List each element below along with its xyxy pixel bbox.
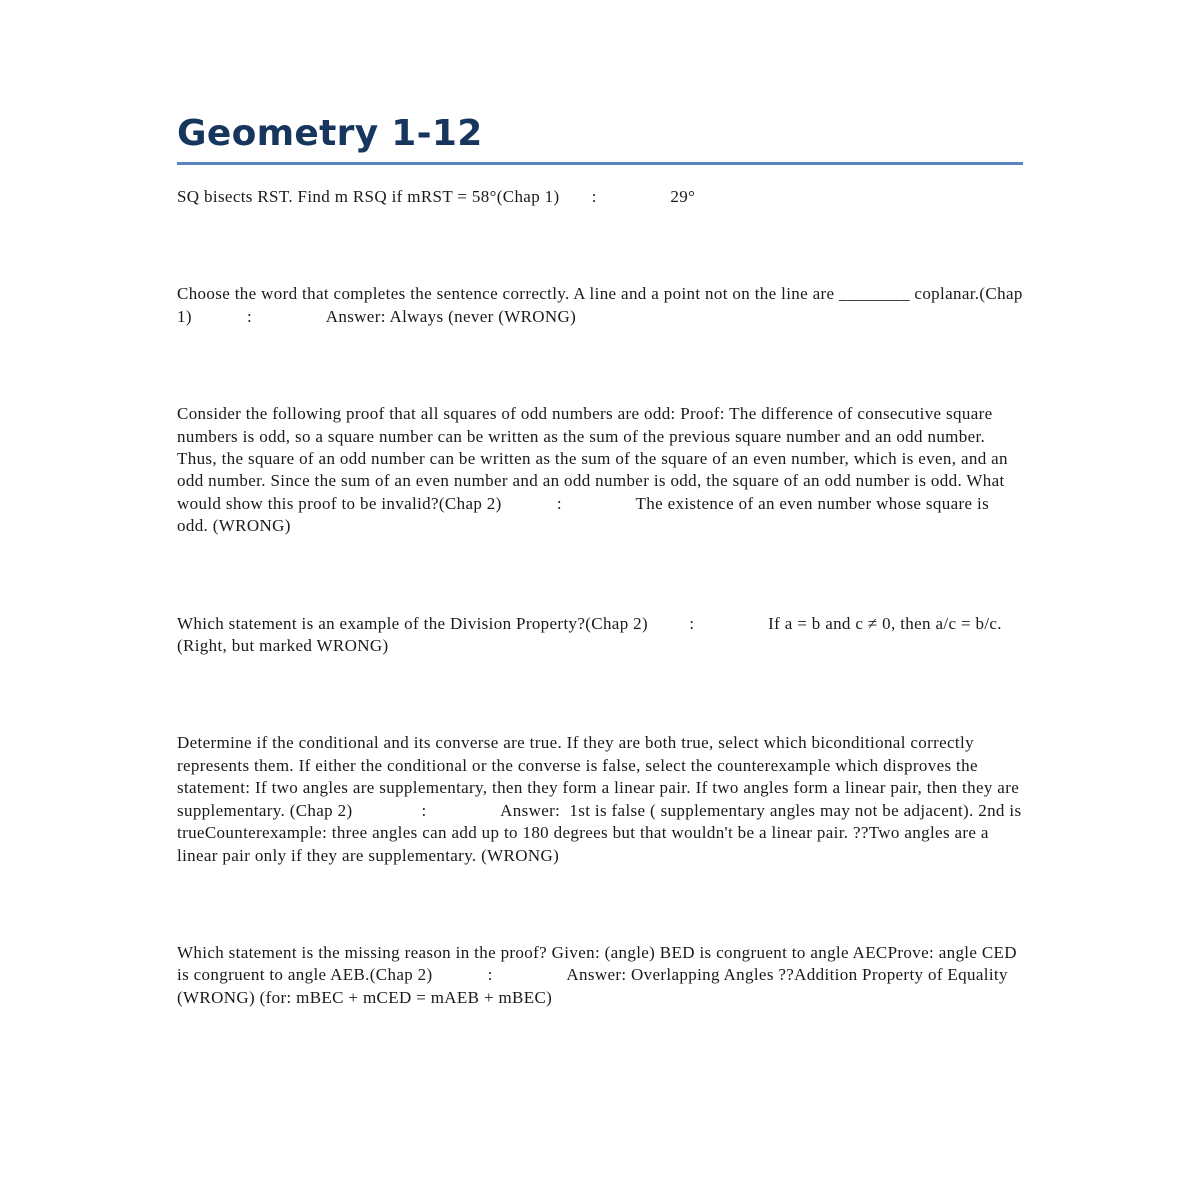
question-6: Which statement is the missing reason in the proof? Given: (angle) BED is congruent to angle AECProve: angle CED is congruent to angle AEB.(Chap 2) : Answer: Overlapping Angles ??Addition Property of Equality (WRONG) (for: mBEC + mCED = mAEB + mBEC) bbox=[177, 942, 1022, 1007]
document-title: Geometry 1-12 bbox=[177, 113, 483, 154]
document-page bbox=[177, 108, 1028, 1009]
question-4: Which statement is an example of the Division Property?(Chap 2) : If a = b and c ≠ 0, then a/c = b/c. (Right, but marked WRONG) bbox=[177, 613, 1007, 656]
question-3: Consider the following proof that all squares of odd numbers are odd: Proof: The difference of consecutive square numbers is odd, so a square number can be written as the sum of the previous square number and an odd number. Thus, the square of an odd number can be written as the sum of the square of an even number, which is even, and an odd number. Since the sum of an even number and an odd number is odd, the square of an odd number is odd. What would show this proof to be invalid?(Chap 2) : The existence of an even number whose square is odd. (WRONG) bbox=[177, 404, 1013, 536]
title-underline bbox=[177, 162, 1023, 165]
question-1: SQ bisects RST. Find m RSQ if mRST = 58°(Chap 1) : 29° bbox=[177, 187, 696, 206]
question-5: Determine if the conditional and its converse are true. If they are both true, select which biconditional correctly represents them. If either the conditional or the converse is false, select the counterexample which disproves the statement: If two angles are supplementary, then they form a linear pair. If two angles form a linear pair, then they are supplementary. (Chap 2) : Answer: 1st is false ( supplementary angles may not be adjacent). 2nd is trueCounterexample: three angles can add up to 180 degrees but that wouldn't be a linear pair. ??Two angles are a linear pair only if they are supplementary. (WRONG) bbox=[177, 733, 1027, 865]
question-2: Choose the word that completes the sentence correctly. A line and a point not on the line are ________ coplanar.(Chap 1) : Answer: Always (never (WRONG) bbox=[177, 284, 1028, 326]
